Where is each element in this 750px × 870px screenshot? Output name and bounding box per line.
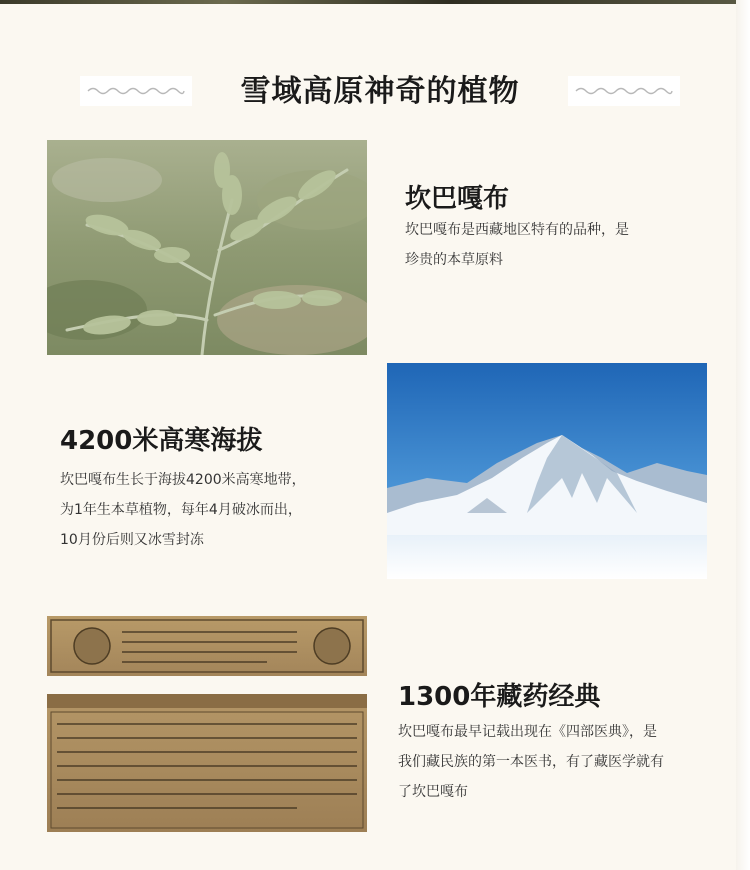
block-description [398,717,664,807]
wave-ornament-icon [80,76,192,106]
description-line: 坎巴嘎布最早记载出现在《四部医典》，是 [398,724,657,740]
top-photo-strip [0,0,750,4]
wave-ornament-icon [568,76,680,106]
block-title: 1300年藏药经典 [398,682,601,712]
description-line: 珍贵的本草原料 [405,252,503,268]
page-edge [736,0,750,870]
description-line: 为1年生本草植物，每年4月破冰而出， [60,502,302,518]
section-title: 雪域高原神奇的植物 [240,74,520,109]
block-description [60,465,306,555]
block-description [405,215,629,275]
tibetan-manuscript-photo [47,616,367,832]
description-line: 坎巴嘎布生长于海拔4200米高寒地带， [60,472,306,488]
description-line: 10月份后则又冰雪封冻 [60,532,204,548]
snow-mountain-photo [387,363,707,579]
plant-photo [47,140,367,355]
description-line: 了坎巴嘎布 [398,784,468,800]
section-header [80,70,680,114]
block-title: 4200米高寒海拔 [60,426,263,456]
block-title: 坎巴嘎布 [405,184,510,214]
description-line: 我们藏民族的第一本医书，有了藏医学就有 [398,754,664,770]
description-line: 坎巴嘎布是西藏地区特有的品种，是 [405,222,629,238]
